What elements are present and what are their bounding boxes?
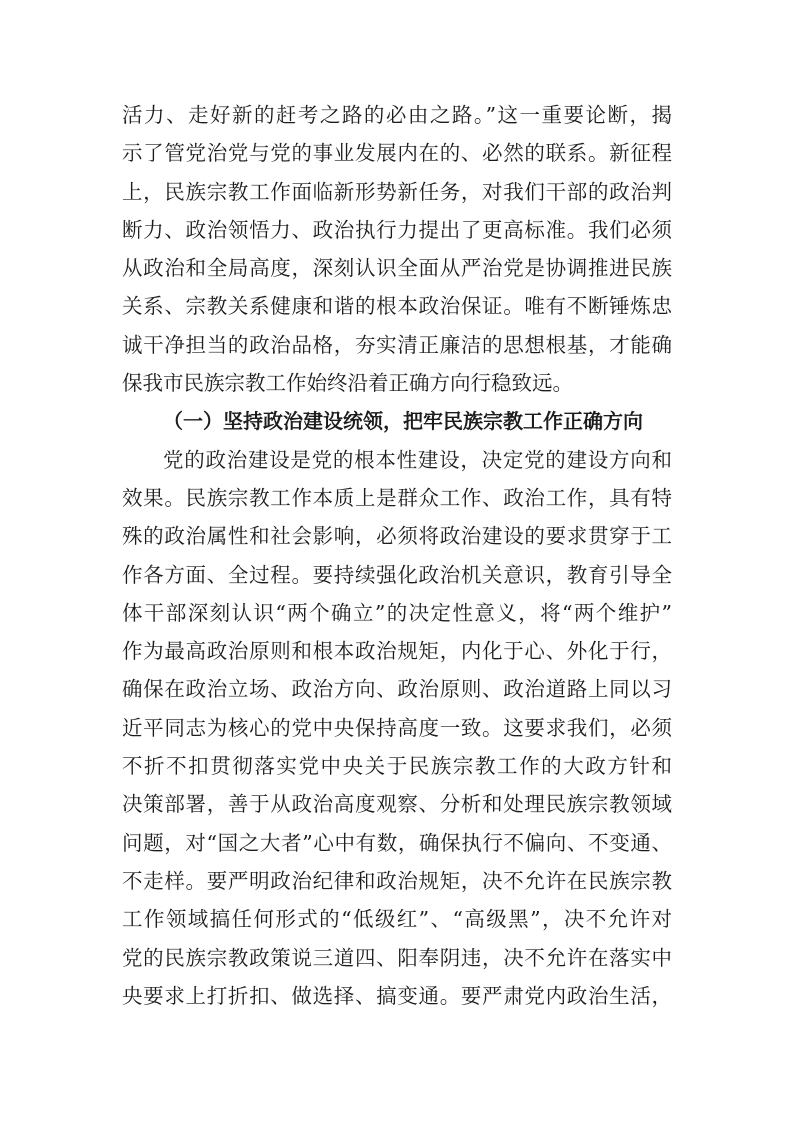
text-line: 诚干净担当的政治品格，夯实清正廉洁的思想根基，才能确 — [122, 332, 672, 357]
text-line: 上，民族宗教工作面临新形势新任务，对我们干部的政治判 — [122, 179, 672, 204]
text-line: 从政治和全局高度，深刻认识全面从严治党是协调推进民族 — [122, 256, 672, 281]
text-line: 问题，对“国之大者”心中有数，确保执行不偏向、不变通、 — [122, 830, 672, 855]
section-heading: （一）坚持政治建设统领，把牢民族宗教工作正确方向 — [163, 409, 643, 434]
text-line: 不走样。要严明政治纪律和政治规矩，决不允许在民族宗教 — [122, 868, 672, 893]
text-line: 关系、宗教关系健康和谐的根本政治保证。唯有不断锤炼忠 — [122, 294, 672, 319]
text-line: 不折不扣贯彻落实党中央关于民族宗教工作的大政方针和 — [122, 754, 672, 779]
text-line: 活力、走好新的赶考之路的必由之路。”这一重要论断，揭 — [122, 103, 672, 127]
text-line: 体干部深刻认识“两个确立”的决定性意义，将“两个维护” — [122, 600, 672, 625]
text-line: 近平同志为核心的党中央保持高度一致。这要求我们，必须 — [122, 715, 672, 740]
text-line: 保我市民族宗教工作始终沿着正确方向行稳致远。 — [122, 371, 573, 396]
text-line: 断力、政治领悟力、政治执行力提出了更高标准。我们必须 — [122, 217, 672, 242]
text-line: 效果。民族宗教工作本质上是群众工作、政治工作，具有特 — [122, 485, 672, 510]
text-line: 党的民族宗教政策说三道四、阳奉阴违，决不允许在落实中 — [122, 945, 672, 970]
text-line: 确保在政治立场、政治方向、政治原则、政治道路上同以习 — [122, 677, 672, 702]
body-text — [122, 96, 672, 1015]
text-line: 作各方面、全过程。要持续强化政治机关意识，教育引导全 — [122, 562, 672, 587]
text-line: 作为最高政治原则和根本政治规矩，内化于心、外化于行， — [122, 639, 672, 664]
text-line: 央要求上打折扣、做选择、搞变通。要严肃党内政治生活， — [122, 983, 672, 1008]
text-line: 党的政治建设是党的根本性建设，决定党的建设方向和 — [163, 447, 672, 472]
text-line: 示了管党治党与党的事业发展内在的、必然的联系。新征程 — [122, 141, 672, 166]
text-line: 决策部署，善于从政治高度观察、分析和处理民族宗教领域 — [122, 792, 672, 817]
text-line: 殊的政治属性和社会影响，必须将政治建设的要求贯穿于工 — [122, 524, 672, 549]
text-line: 工作领域搞任何形式的“低级红”、“高级黑”，决不允许对 — [122, 907, 672, 932]
